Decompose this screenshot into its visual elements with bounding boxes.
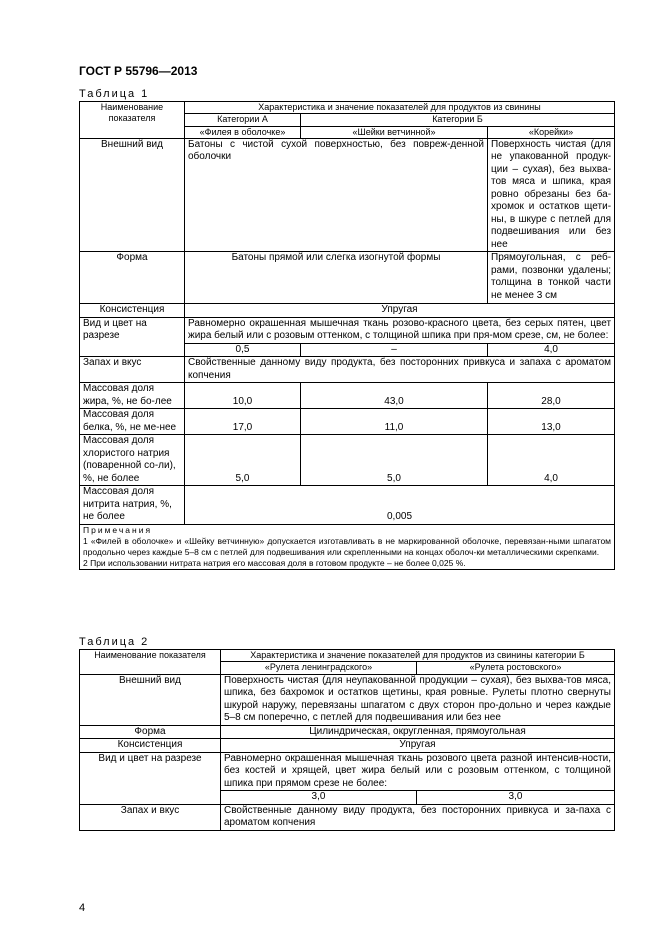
t1-cut-name: Вид и цвет на разрезе [80, 317, 185, 357]
t2-cut-v2: 3,0 [417, 791, 615, 805]
page-number: 4 [79, 902, 86, 914]
t1-notes-title: Примечания [83, 524, 153, 535]
t1-smell-name: Запах и вкус [80, 357, 185, 383]
t2-appearance-name: Внешний вид [80, 674, 221, 725]
t1-appearance-name: Внешний вид [80, 138, 185, 252]
t1-consistency-value: Упругая [185, 304, 615, 318]
table1-caption: Таблица 1 [79, 88, 150, 100]
t1-appearance-c: Поверхность чистая (для не упакованной продук-ции – сухая), без выхва-тов мяса и шпика, края ровно обрезаны без ба-хромок и остатков щети-ны, в шкуре с петлей для подвешивания или без нее [488, 138, 615, 252]
t2-cut-name: Вид и цвет на разрезе [80, 752, 221, 804]
t1-salt-v1: 5,0 [185, 435, 301, 486]
t1-head-loin: «Корейки» [488, 126, 615, 138]
t1-salt-v2: 5,0 [301, 435, 488, 486]
t2-consistency-value: Упругая [221, 739, 615, 753]
t2-head-main: Характеристика и значение показателей для продуктов из свинины категории Б [221, 650, 615, 662]
t1-shape-name: Форма [80, 252, 185, 304]
t2-shape-name: Форма [80, 725, 221, 739]
t1-note-1: 1 «Филей в оболочке» и «Шейку ветчинную» допускается изготавливать в не маркированной оболочке, перевязан-ными шпагатом продольно через каждые 5–8 см с петлей для подвешивания или скрепленными на концах оболоч-ки металлическими скрепками. [83, 535, 612, 557]
table1 [79, 101, 615, 570]
t1-salt-name: Массовая доля хлористого натрия (поваренной со-ли), %, не более [80, 435, 185, 486]
t2-appearance-text: Поверхность чистая (для неупакованной продукции – сухая), без выхва-тов мяса, шпика, без бахромок и остатков щетины, края ровные. Рулеты плотно свернуты шкурой наружу, перевязаны шпагатом с двух сторон про-дольно и через каждые 5–8 см поперечно, с петлей для подвешивания или без нее [221, 674, 615, 725]
t1-shape-c: Прямоугольная, с реб-рами, позвонки удалены; толщина в тонкой части не менее 3 см [488, 252, 615, 304]
t1-fat-name: Массовая доля жира, %, не бо-лее [80, 383, 185, 409]
t1-appearance-ab: Батоны с чистой сухой поверхностью, без повреж-денной оболочки [185, 138, 488, 252]
t1-fat-v1: 10,0 [185, 383, 301, 409]
t1-nitrite-name: Массовая доля нитрита натрия, %, не более [80, 486, 185, 525]
t2-cut-text: Равномерно окрашенная мышечная ткань розового цвета разной интенсив-ности, без костей и хрящей, цвет жира белый или с розовым оттенком, с толщиной шпика при прямом срезе не более: [221, 752, 615, 791]
t2-head-name: Наименование показателя [80, 650, 221, 675]
t1-head-name: Наименование показателя [80, 102, 185, 139]
t2-cut-v1: 3,0 [221, 791, 417, 805]
t1-cut-v2: – [301, 343, 488, 357]
t1-protein-v2: 11,0 [301, 409, 488, 435]
document-header: ГОСТ Р 55796—2013 [79, 64, 198, 78]
t1-cut-text: Равномерно окрашенная мышечная ткань розово-красного цвета, без серых пятен, цвет жира белый или с розовым оттенком, с толщиной шпика при пря-мом срезе, см, не более: [185, 317, 615, 343]
t2-smell-name: Запах и вкус [80, 804, 221, 830]
t2-shape-value: Цилиндрическая, округленная, прямоугольная [221, 725, 615, 739]
t2-consistency-name: Консистенция [80, 739, 221, 753]
t1-fat-v2: 43,0 [301, 383, 488, 409]
t1-head-cat-a: Категории А [185, 114, 301, 126]
t1-protein-v1: 17,0 [185, 409, 301, 435]
t1-protein-v3: 13,0 [488, 409, 615, 435]
t1-cut-v1: 0,5 [185, 343, 301, 357]
t1-cut-v3: 4,0 [488, 343, 615, 357]
t1-head-cat-b: Категории Б [301, 114, 615, 126]
t1-smell-text: Свойственные данному виду продукта, без посторонних привкуса и запаха с ароматом копчения [185, 357, 615, 383]
table2-caption: Таблица 2 [79, 636, 150, 648]
t1-consistency-name: Консистенция [80, 304, 185, 318]
t1-head-neck: «Шейки ветчинной» [301, 126, 488, 138]
t1-nitrite-value: 0,005 [185, 486, 615, 525]
t1-note-2: 2 При использовании нитрата натрия его массовая доля в готовом продукте – не более 0,025 %. [83, 557, 466, 568]
t1-head-fillet: «Филея в оболочке» [185, 126, 301, 138]
t1-head-main: Характеристика и значение показателей для продуктов из свинины [185, 102, 615, 114]
t2-head-leningrad: «Рулета ленинградского» [221, 662, 417, 674]
t2-smell-text: Свойственные данному виду продукта, без посторонних привкуса и за-паха с ароматом копчения [221, 804, 615, 830]
t1-protein-name: Массовая доля белка, %, не ме-нее [80, 409, 185, 435]
t1-shape-ab: Батоны прямой или слегка изогнутой формы [185, 252, 488, 304]
table2 [79, 649, 615, 831]
t2-head-rostov: «Рулета ростовского» [417, 662, 615, 674]
t1-fat-v3: 28,0 [488, 383, 615, 409]
t1-salt-v3: 4,0 [488, 435, 615, 486]
